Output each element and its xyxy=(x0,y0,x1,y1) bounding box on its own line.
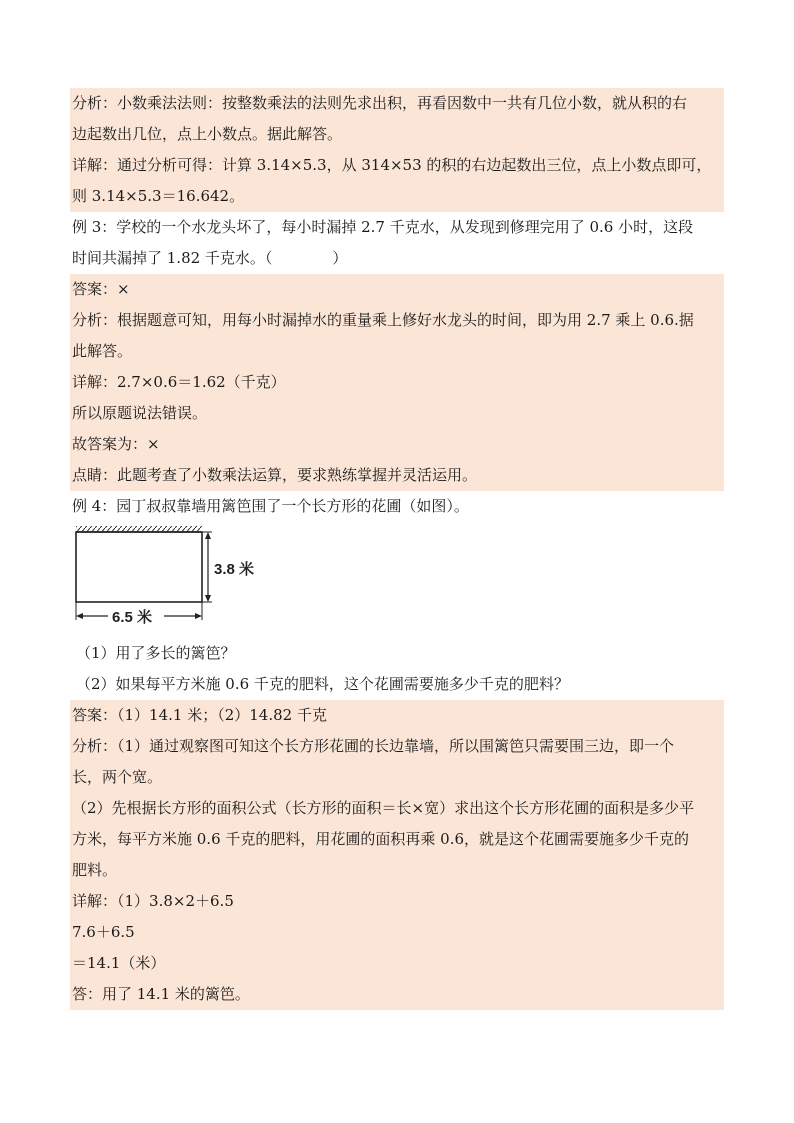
solution-line: 7.6＋6.5 xyxy=(70,917,724,948)
answer-line: 答案：× xyxy=(70,274,724,305)
length-label: 6.5 米 xyxy=(112,609,153,626)
analysis-line: 方米，每平方米施 0.6 千克的肥料，用花圃的面积再乘 0.6，就是这个花圃需要施多少千克的 xyxy=(70,824,724,855)
final-answer-line: 故答案为：× xyxy=(70,429,724,460)
solution-line: 详解：通过分析可得：计算 3.14×5.3，从 314×53 的积的右边起数出三位，点上小数点即可， xyxy=(70,150,724,181)
garden-figure xyxy=(70,522,724,638)
solution-line: 则 3.14×5.3＝16.642。 xyxy=(70,181,724,212)
garden-rectangle xyxy=(76,532,202,602)
example-3-question: 时间共漏掉了 1.82 千克水。（ ） xyxy=(72,249,348,267)
analysis-line: 边起数出几位，点上小数点。据此解答。 xyxy=(70,119,724,150)
wall-hatch xyxy=(76,526,202,532)
sub-question-2: （2）如果每平方米施 0.6 千克的肥料，这个花圃需要施多少千克的肥料？ xyxy=(76,675,569,693)
sub-question-1: （1）用了多长的篱笆？ xyxy=(76,644,236,662)
analysis-line: 肥料。 xyxy=(70,855,724,886)
analysis-line: 分析：（1）通过观察图可知这个长方形花圃的长边靠墙，所以围篱笆只需要围三边，即一个 xyxy=(70,731,724,762)
example-4-question: 例 4：园丁叔叔靠墙用篱笆围了一个长方形的花圃（如图）。 xyxy=(72,497,469,515)
answer-line: 答案：（1）14.1 米；（2）14.82 千克 xyxy=(70,700,724,731)
solution-line: 详解：（1）3.8×2＋6.5 xyxy=(70,886,724,917)
solution-line: ＝14.1（米） xyxy=(70,948,724,979)
document-page xyxy=(70,88,724,1010)
analysis-line: 长，两个宽。 xyxy=(70,762,724,793)
solution-line: 详解：2.7×0.6＝1.62（千克） xyxy=(70,367,724,398)
analysis-line: 此解答。 xyxy=(70,336,724,367)
solution-line: 所以原题说法错误。 xyxy=(70,398,724,429)
analysis-line: 分析：根据题意可知，用每小时漏掉水的重量乘上修好水龙头的时间，即为用 2.7 乘上 0.6.据 xyxy=(70,305,724,336)
analysis-line: （2）先根据长方形的面积公式（长方形的面积＝长×宽）求出这个长方形花圃的面积是多少平 xyxy=(70,793,724,824)
solution-line: 答：用了 14.1 米的篱笆。 xyxy=(70,979,724,1010)
example-3-question: 例 3：学校的一个水龙头坏了，每小时漏掉 2.7 千克水，从发现到修理完用了 0.6 小时，这段 xyxy=(72,218,694,236)
comment-line: 点睛：此题考查了小数乘法运算，要求熟练掌握并灵活运用。 xyxy=(70,460,724,491)
width-label: 3.8 米 xyxy=(214,561,255,578)
analysis-line: 分析：小数乘法法则：按整数乘法的法则先求出积，再看因数中一共有几位小数，就从积的右 xyxy=(70,88,724,119)
garden-diagram xyxy=(70,522,270,638)
